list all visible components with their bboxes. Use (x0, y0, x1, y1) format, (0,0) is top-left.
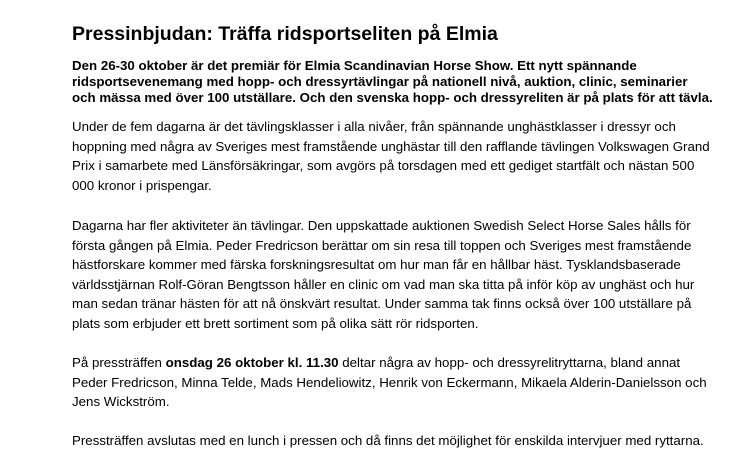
paragraph-press-meeting (72, 353, 692, 412)
paragraph-line: Prix i samarbete med Länsförsäkringar, som avgörs på torsdagen med ett gediget startfält och nästan 500 (72, 156, 692, 176)
paragraph-line: Jens Wickström. (72, 392, 692, 412)
paragraph-line: hästforskare kommer med färska forskningsresultat om hur man får en hållbar häst. Tysklandsbaserade (72, 255, 692, 275)
paragraph-line: Under de fem dagarna är det tävlingsklasser i alla nivåer, från spännande unghästklasser i dressyr och (72, 117, 692, 137)
paragraph-line: Peder Fredricson, Minna Telde, Mads Hendeliowitz, Henrik von Eckermann, Mikaela Alderin-Danielsson och (72, 373, 692, 393)
paragraph-activities (72, 216, 692, 333)
paragraph-line: 000 kronor i prispengar. (72, 176, 692, 196)
paragraph-line: hoppning med några av Sveriges mest framstående unghästar till den rafflande tävlingen Volkswagen Grand (72, 137, 692, 157)
paragraph-line: Dagarna har fler aktiviteter än tävlingar. Den uppskattade auktionen Swedish Select Horse Sales hålls för (72, 216, 692, 236)
paragraph-lunch (72, 431, 692, 450)
press-meeting-time: onsdag 26 oktober kl. 11.30 (166, 355, 339, 370)
paragraph-line: Pressträffen avslutas med en lunch i pressen och då finns det möjlighet för enskilda intervjuer med ryttarna. (72, 431, 692, 450)
press-release-page (72, 22, 692, 450)
paragraph-text: deltar några av hopp- och dressyrelitryttarna, bland annat (339, 355, 681, 370)
page-title: Pressinbjudan: Träffa ridsportseliten på Elmia (72, 22, 692, 46)
lead-line: Den 26-30 oktober är det premiär för Elmia Scandinavian Horse Show. Ett nytt spännande (72, 58, 692, 74)
lead-line: och mässa med över 100 utställare. Och den svenska hopp- och dressyreliten är på plats för att tävla. (72, 90, 692, 106)
paragraph-line: första gången på Elmia. Peder Fredricson berättar om sin resa till toppen och Sveriges mest framstående (72, 236, 692, 256)
lead-line: ridsportsevenemang med hopp- och dressyrtävlingar på nationell nivå, auktion, clinic, seminarier (72, 74, 692, 90)
paragraph-line: man sedan tränar hästen för att nå önskvärt resultat. Under samma tak finns också över 100 utställare på (72, 294, 692, 314)
lead-paragraph (72, 58, 692, 106)
paragraph-line (72, 353, 692, 373)
paragraph-line: plats som erbjuder ett brett sortiment som på olika sätt rör ridsporten. (72, 314, 692, 334)
paragraph-competitions (72, 117, 692, 195)
paragraph-text: På pressträffen (72, 355, 166, 370)
paragraph-line: världsstjärnan Rolf-Göran Bengtsson håller en clinic om vad man ska titta på inför köp av unghäst och hur (72, 275, 692, 295)
